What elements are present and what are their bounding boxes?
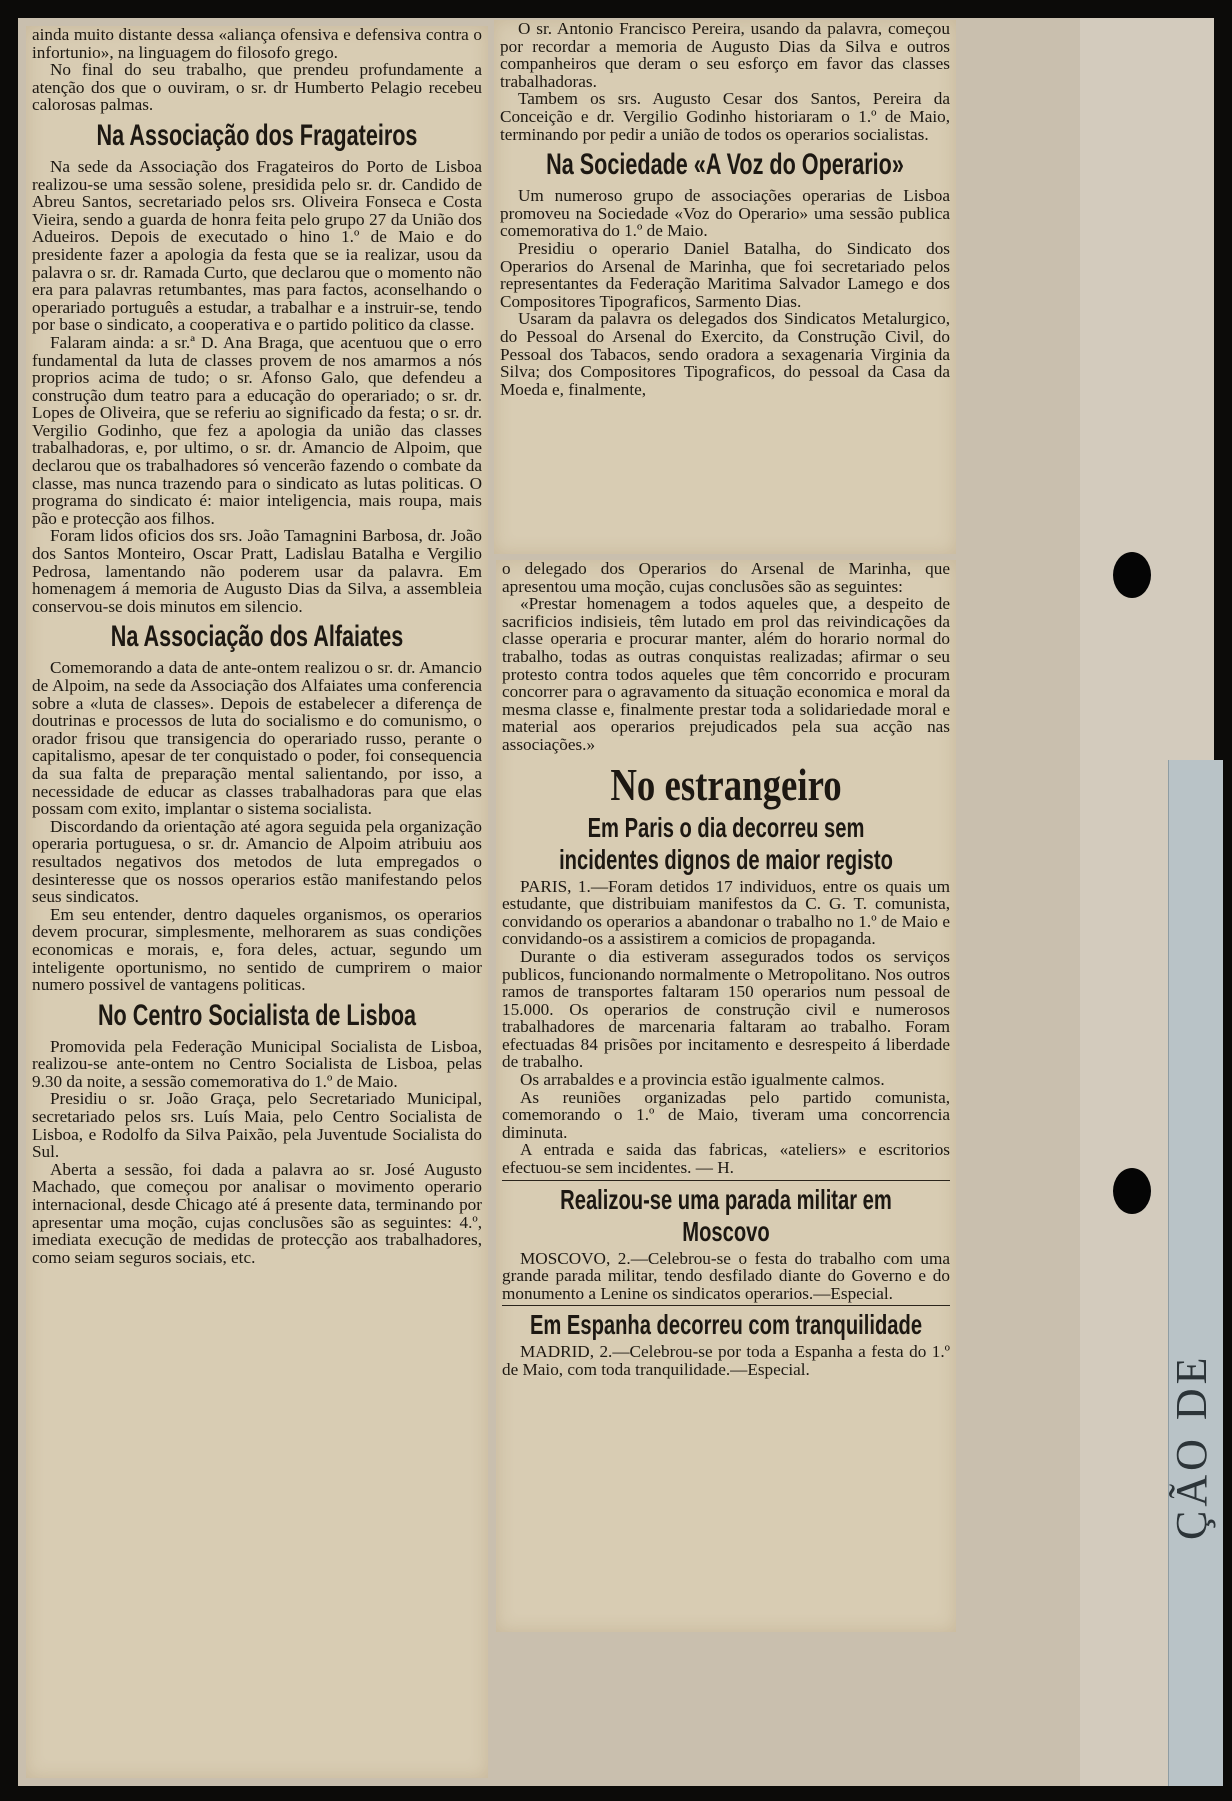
paragraph: ainda muito distante dessa «aliança ofensiva e defensiva contra o infortunio», na linguagem do filosofo grego. [32,26,482,62]
paragraph: Usaram da palavra os delegados dos Sindicatos Metalurgico, do Pessoal do Arsenal do Exercito, da Construção Civil, do Pessoal dos Tabacos, sendo oradora a sexagenaria Virginia da Silva; dos Compositores Tipograficos, do pessoal da Casa da Moeda e, finalmente, [500,309,950,399]
paragraph: Aberta a sessão, foi dada a palavra ao sr. José Augusto Machado, que começou por analisar o movimento operario internacional, desde Chicago até á presente data, terminando por apresentar uma moção, cujas conclusões são as seguintes: 4.º, imediata execução de medidas de protecção aos trabalhadores, como seiam seguros sociais, etc. [32,1159,482,1267]
intro-section [32,26,482,114]
paragraph: Tambem os srs. Augusto Cesar dos Santos, Pereira da Conceição e dr. Vergilio Godinho historiaram o 1.º de Maio, terminando por pedir a união de todos os operarios socialistas. [500,89,950,144]
paragraph: Foram lidos oficios dos srs. João Tamagnini Barbosa, dr. João dos Santos Monteiro, Oscar Pratt, Ladislau Batalha e Vergilio Pedrosa, lamentando não poderem usar da palavra. Em homenagem á memoria de Augusto Dias da Silva, a assembleia conservou-se dois minutos em silencio. [32,526,482,616]
archive-label-strip [1168,760,1223,1786]
headline-paris: Em Paris o dia decorreu sem incidentes dignos de maior registo [559,811,893,875]
punch-hole-top [1113,552,1151,598]
section-fragateiros [32,158,482,615]
paragraph: Presidiu o sr. João Graça, pelo Secretariado Municipal, secretariado pelos srs. Luís Maia, pelo Centro Socialista de Lisboa, e Rodolfo da Silva Paixão, pela Juventude Socialista do Sul. [32,1089,482,1162]
paragraph: Discordando da orientação até agora seguida pela organização operaria portuguesa, o sr. dr. Amancio de Alpoim atribuiu aos resultados negativos dos metodos de luta empregados o desinteresse que os nossos operarios estão manifestando pelos seus sindicatos. [32,816,482,907]
bleed-through-text-bottom [1110,1720,1114,1760]
section-heading-alfaiates: Na Associação dos Alfaiates [110,620,404,654]
paragraph: Comemorando a data de ante-ontem realizou o sr. dr. Amancio de Alpoim, na sede da Associação dos Alfaiates uma conferencia sobre a «luta de classes». Depois de estabelecer a diferença de doutrinas e processos de luta do socialismo e do comunismo, o orador frisou que transigencia do operariado russo, perante o capitalismo, apesar de ter conquistado o poder, foi consequencia da sua falta de preparação mental salientando, por isso, a necessidade de educar as classes trabalhadoras para que elas possam com exito, implantar o sistema socialista. [32,658,482,819]
paragraph: Promovida pela Federação Municipal Socialista de Lisboa, realizou-se ante-ontem no Centro Socialista de Lisboa, pelas 9.30 da noite, a sessão comemorativa do 1.º de Maio. [32,1036,482,1091]
paragraph: PARIS, 1.—Foram detidos 17 individuos, entre os quais um estudante, que distribuiam manifestos da C. G. T. comunista, convidando os operarios a abandonar o trabalho no 1.º de Maio e convidando-os a assistirem a comicios de propaganda. [502,876,950,949]
paragraph: Os arrabaldes e a provincia estão igualmente calmos. [520,1070,885,1090]
paragraph: «Prestar homenagem a todos aqueles que, a despeito de sacrificios indisieis, têm lutado em prol das reivindicações da classe operaria e procurar manter, além do horario normal do trabalho, todas as outras conquistas realizadas; afirmar o seu protesto contra todos aqueles que têm concorrido e procuram concorrer para o agravamento da situação economica e moral da mesma classe e, finalmente prestar toda a solidariedade moral e material aos operarios prejudicados pela sua acção nas associações.» [502,594,950,754]
right-bottom-clipping [496,560,956,1632]
paragraph: Um numeroso grupo de associações operarias de Lisboa promoveu na Sociedade «Voz do Operario» uma sessão publica comemorativa do 1.º de Maio. [500,186,950,241]
paragraph: MADRID, 2.—Celebrou-se por toda a Espanha a festa do 1.º de Maio, com toda tranquilidade.—Especial. [502,1342,950,1379]
paragraph: As reuniões organizadas pelo partido comunista, comemorando o 1.º de Maio, tiveram uma concorrencia diminuta. [502,1087,950,1142]
paragraph: O sr. Antonio Francisco Pereira, usando da palavra, começou por recordar a memoria de Augusto Dias da Silva e outros companheiros que deram o seu esforço em favor das classes trabalhadoras. [500,20,950,91]
section-centro-socialista [32,1038,482,1267]
section-heading-centro-socialista: No Centro Socialista de Lisboa [97,998,417,1032]
paragraph: o delegado dos Operarios do Arsenal de Marinha, que apresentou uma moção, cujas conclusões são as seguintes: [502,560,950,596]
section-heading-voz-do-operario: Na Sociedade «A Voz do Operario» [546,148,904,182]
paragraph: Na sede da Associação dos Fragateiros do Porto de Lisboa realizou-se uma sessão solene, presidida pelo sr. dr. Candido de Abreu Santos, secretariado pelos srs. Oliveira Fonseca e Costa Vieira, sendo a guarda de honra feita pelo grupo 27 da União dos Adueiros. Depois de executado o hino 1.º de Maio e do presidente fazer a apologia da festa que se ia realizar, usou da palavra o sr. dr. Ramada Curto, que declarou que o momento não era para palavras retumbantes, mas para factos, aconselhando o operariado português a estudar, a trabalhar e a instruir-se, tendo por base o sindicato, a cooperativa e o partido politico da classe. [32,156,482,335]
paragraph: Presidiu o operario Daniel Batalha, do Sindicato dos Operarios do Arsenal de Marinha, que foi secretariado pelos representantes da Federação Maritima Salvador Lamego e dos Compositores Tipograficos, Sarmento Dias. [500,238,950,311]
headline-espanha: Em Espanha decorreu com tranquilidade [529,1309,923,1341]
bleed-through-text [1120,120,1190,180]
punch-hole-bottom [1113,1168,1151,1214]
right-top-clipping [494,20,956,554]
paragraph: No final do seu trabalho, que prendeu profundamente a atenção dos que o ouviram, o sr. dr Humberto Pelagio recebeu calorosas palmas. [32,60,482,115]
divider [502,1180,950,1181]
section-heading-fragateiros: Na Associação dos Fragateiros [96,118,418,152]
headline-moscovo: Realizou-se uma parada militar em Moscovo [560,1183,892,1247]
section-heading-estrangeiro: No estrangeiro [610,758,842,810]
paragraph: Falaram ainda: a sr.ª D. Ana Braga, que acentuou que o erro fundamental da luta de classes provem de nos amarmos a nós proprios acima de tudo; o sr. Afonso Galo, que defendeu a construção dum teatro para a educação do operariado; o sr. dr. Lopes de Oliveira, que se referiu ao significado da festa; o sr. dr. Vergilio Godinho, que fez a apologia da união das classes trabalhadoras, e, por ultimo, o sr. dr. Amancio de Alpoim, que declarou que os trabalhadores só vencerão fazendo o combate da classe, mas nunca trazendo para o sindicato as lutas politicas. O programa do sindicato é: maior inteligencia, mais roupa, mais pão e protecção aos filhos. [32,332,482,528]
divider [502,1305,950,1306]
paragraph: Durante o dia estiveram assegurados todos os serviços publicos, funcionando normalmente o Metropolitano. Nos outros ramos de transportes faltaram 150 operarios num pessoal de 15.000. Os operarios de construção civil e numerosos trabalhadores de marcenaria faltaram ao trabalho. Foram efectuadas 84 prisões por incitamento e desrespeito á liberdade de trabalho. [502,946,950,1072]
left-column [26,26,488,1778]
paragraph: Em seu entender, dentro daqueles organismos, os operarios devem procurar, simplesmente, melhorarem as suas condições economicas e morais, e, fora deles, actuar, segundo um inteligente oportunismo, no sentido de cumprirem o maior numero possivel de vantagens politicas. [32,904,482,995]
paragraph: A entrada e saida das fabricas, «ateliers» e escritorios efectuou-se sem incidentes. — H. [502,1140,950,1178]
archive-label-text: ÇÃO DE [1167,1353,1216,1540]
section-alfaiates [32,659,482,993]
paragraph: MOSCOVO, 2.—Celebrou-se o festa do trabalho com uma grande parada militar, tendo desfilado diante do Governo e do monumento a Lenine os sindicatos operarios.—Especial. [502,1248,950,1303]
